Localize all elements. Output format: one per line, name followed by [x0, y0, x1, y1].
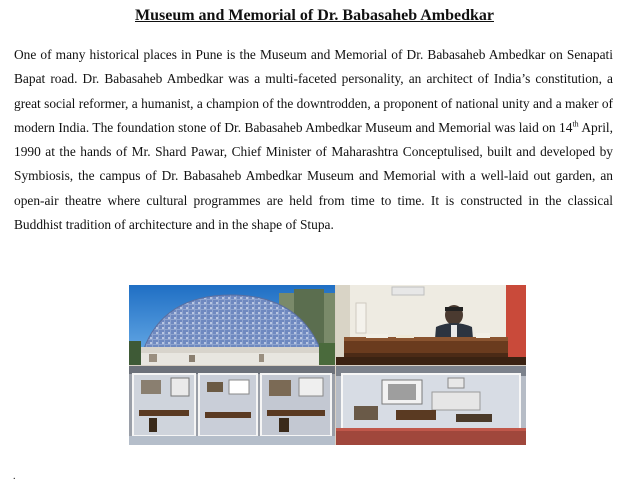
display-room-photo: [336, 366, 526, 445]
footer-mark: .: [13, 471, 16, 482]
date-superscript: th: [572, 119, 579, 129]
stupa-dome-photo: [129, 285, 335, 365]
photo-collage: [129, 285, 526, 445]
exhibit-cabinets-photo: [129, 366, 335, 445]
paragraph-text-part-1: One of many historical places in Pune is the Museum and Memorial of Dr. Babasaheb Ambedkar on Senapati Bapat road. Dr. Babasaheb Ambedkar was a multi-faceted personality, an architect of India’s constitution, a great social reformer, a humanist, a champion of the downtrodden, a proponent of national unity and a maker of modern India. The foundation stone of Dr. Babasaheb Ambedkar Museum and Memorial was laid on 14: [14, 47, 613, 135]
ambedkar-statue-desk-photo: [336, 285, 526, 365]
body-paragraph: [14, 43, 613, 237]
paragraph-text-part-2: April, 1990 at the hands of Mr. Shard Pawar, Chief Minister of Maharashtra Conceptulised, built and developed by Symbiosis, the campus of Dr. Babasaheb Ambedkar Museum and Memorial with a well-laid out garden, an open-air theatre where cultural programmes are held from time to time. It is constructed in the classical Buddhist tradition of architecture and in the shape of Stupa.: [14, 119, 613, 233]
page-title: Museum and Memorial of Dr. Babasaheb Ambedkar: [135, 7, 494, 24]
